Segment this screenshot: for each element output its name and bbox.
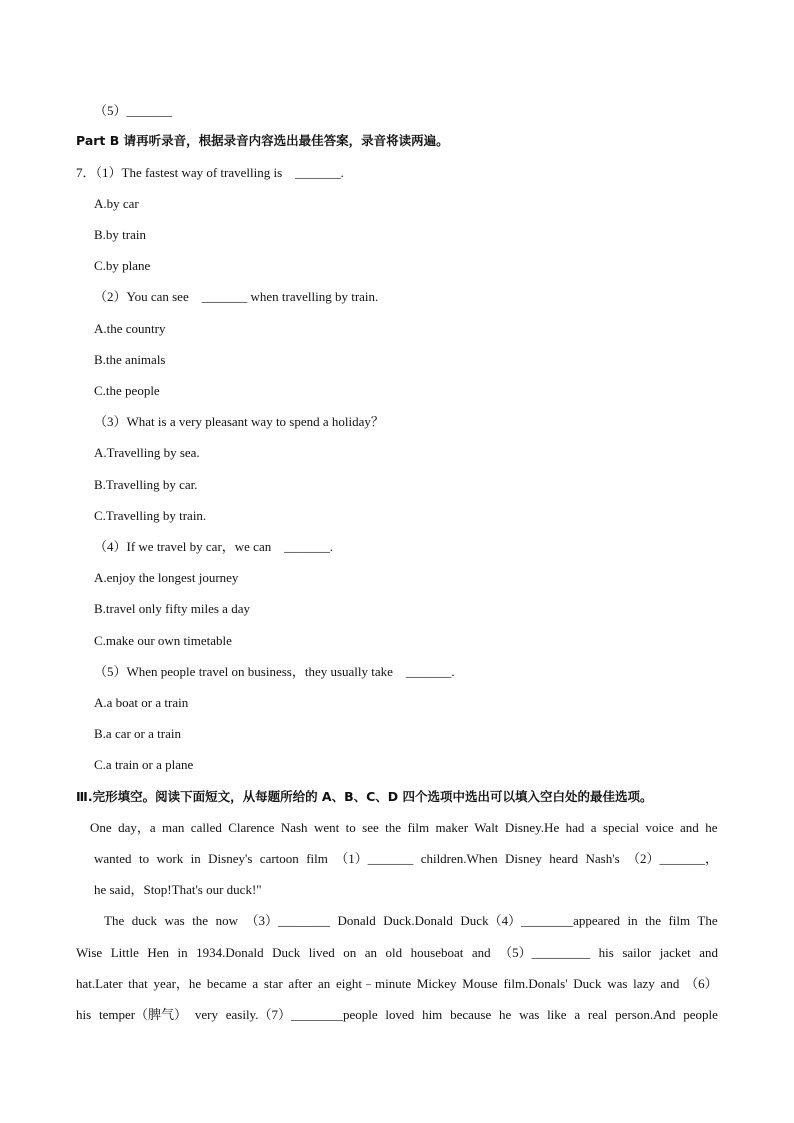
prev-question-blank-5: （5）_______: [94, 103, 173, 118]
q7-4-option-b: B.travel only fifty miles a day: [94, 601, 250, 616]
q7-2-stem: （2）You can see _______ when travelling by train.: [94, 289, 379, 304]
q7-1-stem: （1）The fastest way of travelling is _______.: [95, 165, 344, 180]
q7-5-option-c: C.a train or a plane: [94, 757, 194, 772]
q7-2-option-c: C.the people: [94, 383, 160, 398]
q7-5-option-a: A.a boat or a train: [94, 695, 189, 710]
passage-p2-line-4: his temper（脾气） very easily.（7）________people loved him because he was like a real person.And people: [76, 1007, 718, 1022]
q7-number: 7．: [76, 165, 96, 180]
q7-2-option-a: A.the country: [94, 321, 166, 336]
section-3-heading: Ⅲ.完形填空。阅读下面短文，从每题所给的 A、B、C、D 四个选项中选出可以填入空白处的最佳选项。: [76, 789, 653, 804]
part-b-heading: Part B 请再听录音，根据录音内容选出最佳答案，录音将读两遍。: [76, 133, 449, 148]
passage-p1-line-2: wanted to work in Disney's cartoon film （1）_______ children.When Disney heard Nash's （2）_______，: [94, 851, 719, 866]
q7-2-option-b: B.the animals: [94, 352, 166, 367]
q7-1-option-c: C.by plane: [94, 258, 151, 273]
passage-p1-line-1: One day，a man called Clarence Nash went to see the film maker Walt Disney.He had a special voice and he: [90, 820, 718, 835]
q7-4-option-a: A.enjoy the longest journey: [94, 570, 239, 585]
passage-p1-line-3: he said，Stop!That's our duck!": [94, 882, 262, 897]
q7-3-option-a: A.Travelling by sea.: [94, 445, 200, 460]
q7-1-option-b: B.by train: [94, 227, 146, 242]
q7-5-option-b: B.a car or a train: [94, 726, 181, 741]
q7-3-option-b: B.Travelling by car.: [94, 477, 198, 492]
q7-3-option-c: C.Travelling by train.: [94, 508, 207, 523]
passage-p2-line-2: Wise Little Hen in 1934.Donald Duck lived on an old houseboat and （5）_________ his sailor jacket and: [76, 945, 719, 960]
passage-p2-line-3: hat.Later that year，he became a star after an eight﹣minute Mickey Mouse film.Donals' Duck was lazy and （6）: [76, 976, 718, 991]
q7-3-stem: （3）What is a very pleasant way to spend a holiday？: [94, 414, 384, 429]
passage-p2-line-1: The duck was the now （3）________ Donald Duck.Donald Duck（4）________appeared in the film The: [104, 913, 718, 928]
q7-4-option-c: C.make our own timetable: [94, 633, 232, 648]
q7-1-option-a: A.by car: [94, 196, 139, 211]
q7-stem-1: [76, 165, 344, 181]
q7-4-stem: （4）If we travel by car，we can _______.: [94, 539, 333, 554]
q7-5-stem: （5）When people travel on business，they usually take _______.: [94, 664, 455, 679]
